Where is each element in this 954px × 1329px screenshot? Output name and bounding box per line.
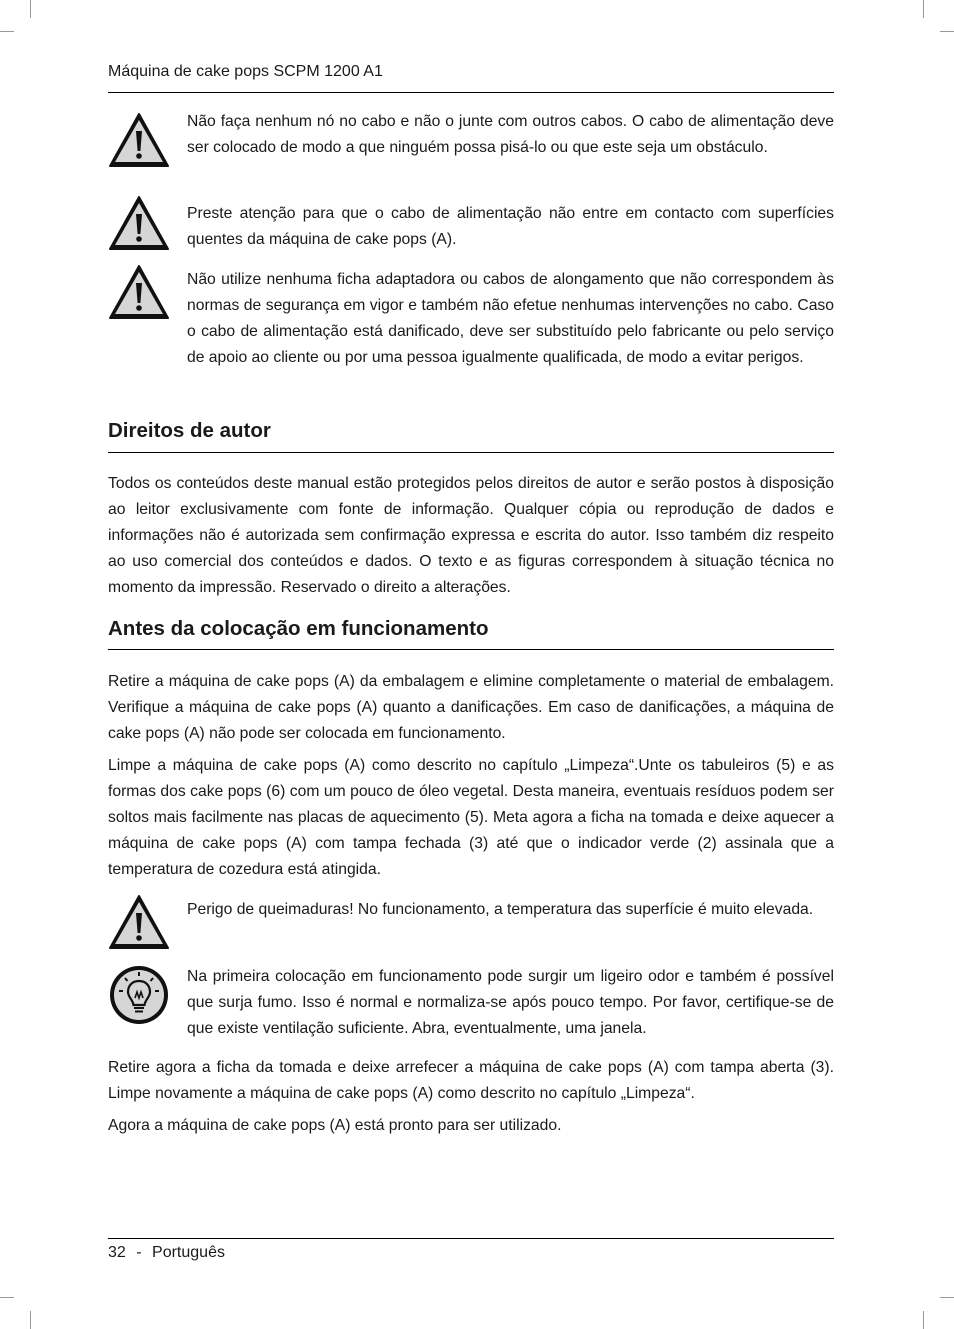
warning-notice xyxy=(108,201,834,253)
crop-mark xyxy=(0,1297,14,1298)
footer-rule xyxy=(108,1238,834,1239)
section-rule xyxy=(108,649,834,650)
warning-triangle-icon xyxy=(108,195,170,251)
page-footer xyxy=(108,1244,225,1262)
lightbulb-tip-icon xyxy=(108,964,170,1026)
header-rule xyxy=(108,92,834,93)
tip-text: Na primeira colocação em funcionamento pode surgir um ligeiro odor e também é possível que surja fumo. Isso é normal e normaliza-se após pouco tempo. Por favor, certifique-se de que existe ventilação suficiente. Abra, eventualmente, uma janela. xyxy=(187,968,834,1037)
warning-triangle-icon xyxy=(108,264,170,320)
warning-text: Preste atenção para que o cabo de alimentação não entre em contacto com superfícies quentes da máquina de cake pops (A). xyxy=(187,205,834,248)
body-paragraph: Retire a máquina de cake pops (A) da embalagem e elimine completamente o material de embalagem. Verifique a máquina de cake pops (A) quanto a danificações. Em caso de danificações, a máquina de cake pops (A) não pode ser colocada em funcionamento. xyxy=(108,673,834,742)
body-paragraph: Limpe a máquina de cake pops (A) como descrito no capítulo „Limpeza“.Unte os tabuleiros (5) e as formas dos cake pops (6) com um pouco de óleo vegetal. Desta maneira, eventuais resíduos podem ser soltos mais facilmente nas placas de aquecimento (5). Meta agora a ficha na tomada e deixe aquecer a máquina de cake pops (A) com tampa fechada (3) até que o indicador verde (2) assinala que a temperatura de cozedura está atingida. xyxy=(108,757,834,878)
burn-warning-notice xyxy=(108,897,834,923)
warning-text: Não utilize nenhuma ficha adaptadora ou cabos de alongamento que não correspondem às normas de segurança em vigor e também não efetue nenhumas intervenções no cabo. Caso o cabo de alimentação está danificado, deve ser substituído pelo fabricante ou pelo serviço de apoio ao cliente ou por uma pessoa igualmente qualificada, de modo a evitar perigos. xyxy=(187,271,834,366)
warning-text: Não faça nenhum nó no cabo e não o junte com outros cabos. O cabo de alimentação deve ser colocado de modo a que ninguém possa pisá-lo ou que este seja um obstáculo. xyxy=(187,113,834,156)
body-paragraph: Retire agora a ficha da tomada e deixe arrefecer a máquina de cake pops (A) com tampa aberta (3). Limpe novamente a máquina de cake pops (A) como descrito no capítulo „Limpeza“. xyxy=(108,1059,834,1102)
running-header: Máquina de cake pops SCPM 1200 A1 xyxy=(108,63,383,80)
section-rule xyxy=(108,452,834,453)
copyright-paragraph: Todos os conteúdos deste manual estão protegidos pelos direitos de autor e serão postos à disposição ao leitor exclusivamente com fonte de informação. Qualquer cópia ou reprodução de dados e informações não é autorizada sem confirmação expressa e escrita do autor. Isso também diz respeito ao uso comercial dos conteúdos e dados. O texto e as figuras correspondem à situação técnica no momento da impressão. Reservado o direito a alterações. xyxy=(108,475,834,596)
page-number: 32 xyxy=(108,1244,126,1261)
crop-mark xyxy=(0,31,14,32)
warning-text: Perigo de queimaduras! No funcionamento, a temperatura das superfície é muito elevada. xyxy=(187,901,814,918)
warning-triangle-icon xyxy=(108,894,170,950)
body-paragraph: Agora a máquina de cake pops (A) está pronto para ser utilizado. xyxy=(108,1117,562,1134)
warning-notice xyxy=(108,109,834,161)
warning-triangle-icon xyxy=(108,112,170,168)
tip-notice xyxy=(108,964,834,1042)
crop-mark xyxy=(923,1311,924,1329)
crop-mark xyxy=(923,0,924,18)
crop-mark xyxy=(30,0,31,18)
crop-mark xyxy=(940,1297,954,1298)
crop-mark xyxy=(30,1311,31,1329)
crop-mark xyxy=(940,31,954,32)
section-heading-copyright: Direitos de autor xyxy=(108,419,271,442)
footer-separator: - xyxy=(136,1244,142,1261)
warning-notice xyxy=(108,267,834,371)
section-heading-before-use: Antes da colocação em funcionamento xyxy=(108,617,489,640)
footer-language: Português xyxy=(152,1244,225,1261)
